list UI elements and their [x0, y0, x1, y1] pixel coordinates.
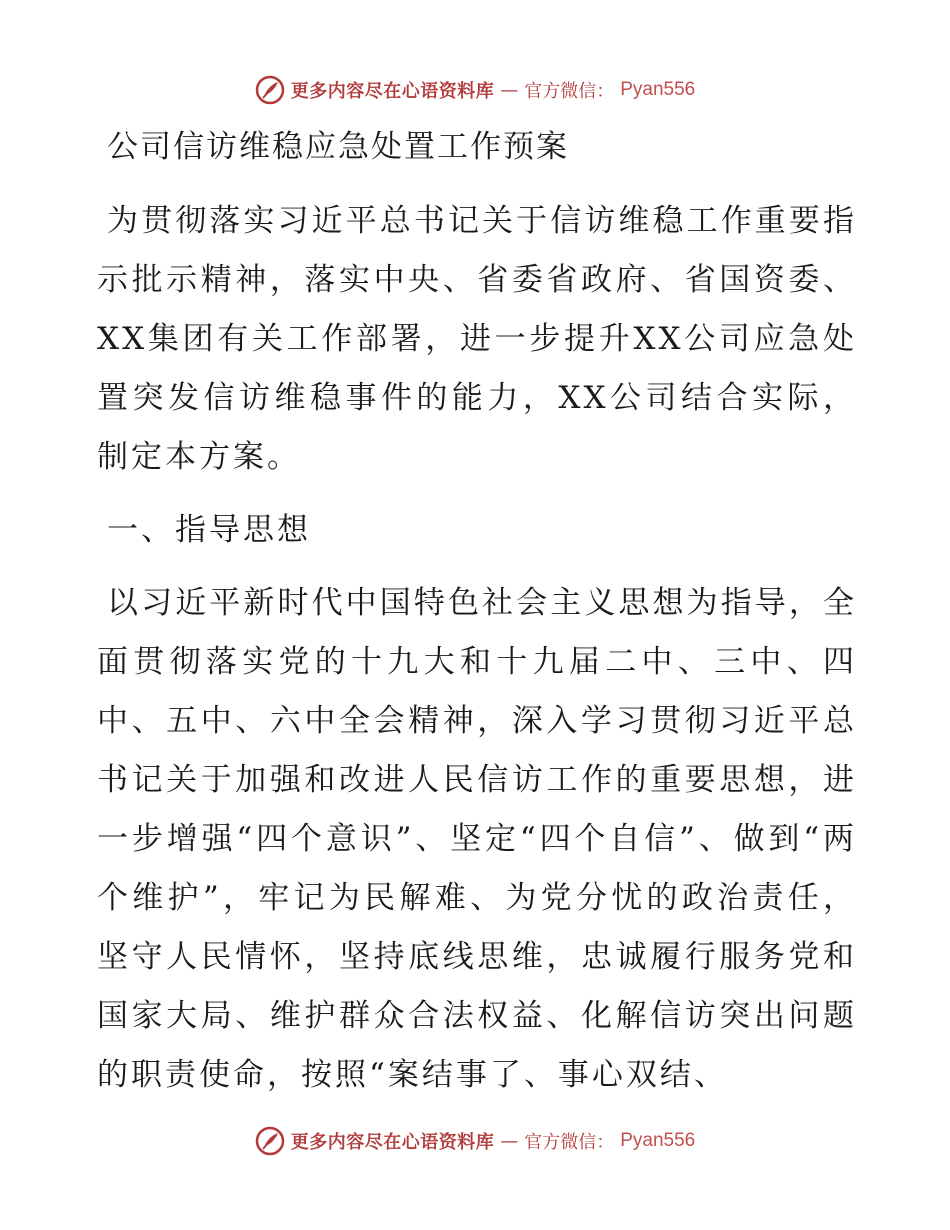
- section-body-guiding-ideology: 以习近平新时代中国特色社会主义思想为指导，全面贯彻落实党的十九大和十九届二中、三中、四中、五中、六中全会精神，深入学习贯彻习近平总书记关于加强和改进人民信访工作的重要思想，进一步增强“四个意识”、坚定“四个自信”、做到“两个维护”，牢记为民解难、为党分忧的政治责任，坚守人民情怀，坚持底线思维，忠诚履行服务党和国家大局、维护群众合法权益、化解信访突出问题的职责使命，按照“案结事了、事心双结、: [97, 585, 857, 1093]
- watermark-brand-text: 更多内容尽在心语资料库: [290, 1132, 495, 1153]
- feather-logo-icon: [255, 75, 285, 105]
- section-heading-guiding-ideology: 一、指导思想: [107, 512, 311, 548]
- watermark-wechat-handle: Pyan556: [620, 1130, 696, 1151]
- feather-logo-icon: [255, 1126, 285, 1156]
- watermark-brand-text: 更多内容尽在心语资料库: [290, 81, 495, 102]
- intro-paragraph: 为贯彻落实习近平总书记关于信访维稳工作重要指示批示精神，落实中央、省委省政府、省国资委、XX集团有关工作部署，进一步提升XX公司应急处置突发信访维稳事件的能力，XX公司结合实际，制定本方案。: [97, 203, 857, 475]
- document-content: [97, 118, 857, 1105]
- watermark-wechat-handle: Pyan556: [620, 79, 696, 100]
- footer-watermark: [0, 1121, 950, 1161]
- watermark-wechat-label: 官方微信：: [524, 81, 615, 102]
- watermark-separator: —: [500, 1130, 519, 1152]
- watermark-separator: —: [500, 79, 519, 101]
- header-watermark: [0, 70, 950, 110]
- watermark-wechat-label: 官方微信：: [524, 1132, 615, 1153]
- document-title: 公司信访维稳应急处置工作预案: [107, 129, 569, 165]
